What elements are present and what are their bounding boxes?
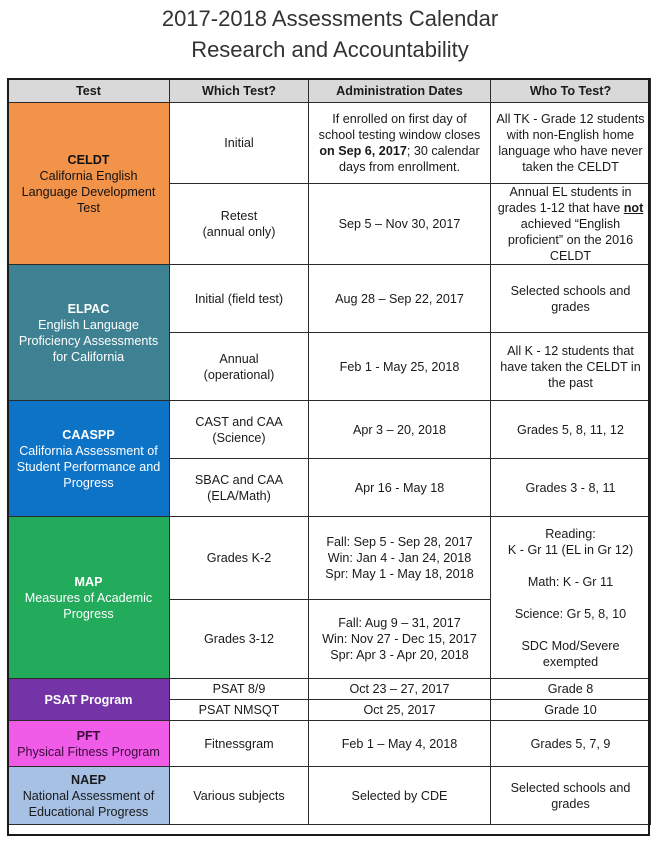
which-test-cell: Grades 3-12 xyxy=(170,600,309,679)
who-cell: Grade 10 xyxy=(491,700,651,721)
test-abbr: PSAT Program xyxy=(44,692,133,707)
which-test-cell: PSAT 8/9 xyxy=(170,679,309,700)
test-abbr: MAP xyxy=(74,574,103,589)
test-abbr: NAEP xyxy=(71,772,106,787)
which-test-cell: Retest (annual only) xyxy=(170,184,309,265)
dates-cell: Fall: Sep 5 - Sep 28, 2017 Win: Jan 4 - Jan 24, 2018 Spr: May 1 - May 18, 2018 xyxy=(309,517,491,600)
dates-cell: Oct 25, 2017 xyxy=(309,700,491,721)
who-cell: Selected schools and grades xyxy=(491,767,651,825)
who-cell: Grades 5, 8, 11, 12 xyxy=(491,401,651,459)
who-cell: All K - 12 students that have taken the CELDT in the past xyxy=(491,333,651,401)
test-full-name: California Assessment of Student Performance and Progress xyxy=(16,443,161,490)
who-cell: Reading: K - Gr 11 (EL in Gr 12) Math: K - Gr 11 Science: Gr 5, 8, 10 SDC Mod/Severe exempted xyxy=(491,517,651,679)
test-abbr: PFT xyxy=(76,728,101,743)
dates-cell: Fall: Aug 9 – 31, 2017 Win: Nov 27 - Dec 15, 2017 Spr: Apr 3 - Apr 20, 2018 xyxy=(309,600,491,679)
who-cell: Grade 8 xyxy=(491,679,651,700)
dates-cell: Feb 1 – May 4, 2018 xyxy=(309,721,491,767)
page-title: 2017-2018 Assessments Calendar xyxy=(161,6,499,31)
test-full-name: English Language Proficiency Assessments for California xyxy=(18,317,159,364)
test-full-name: California English Language Development Test xyxy=(21,168,156,215)
test-abbr: CAASPP xyxy=(62,427,115,442)
who-cell: All TK - Grade 12 students with non-English home language who have never taken the CELDT xyxy=(491,103,651,184)
header-test: Test xyxy=(8,79,170,103)
who-cell: Annual EL students in grades 1-12 that have not achieved “English proficient” on the 2016 CELDT xyxy=(491,184,651,265)
dates-cell: If enrolled on first day of school testing window closes on Sep 6, 2017; 30 calendar days from enrollment. xyxy=(309,103,491,184)
test-full-name: Physical Fitness Program xyxy=(17,744,160,759)
which-test-cell: CAST and CAA (Science) xyxy=(170,401,309,459)
who-cell: Grades 3 - 8, 11 xyxy=(491,459,651,517)
header-who-to-test: Who To Test? xyxy=(491,79,651,103)
test-full-name: National Assessment of Educational Progress xyxy=(22,788,155,819)
dates-cell: Sep 5 – Nov 30, 2017 xyxy=(309,184,491,265)
table-outer-border xyxy=(7,78,650,836)
test-full-name: Measures of Academic Progress xyxy=(24,590,153,621)
who-cell: Grades 5, 7, 9 xyxy=(491,721,651,767)
dates-cell: Feb 1 - May 25, 2018 xyxy=(309,333,491,401)
which-test-cell: Various subjects xyxy=(170,767,309,825)
test-abbr: ELPAC xyxy=(67,301,110,316)
header-which-test: Which Test? xyxy=(170,79,309,103)
dates-cell: Aug 28 – Sep 22, 2017 xyxy=(309,265,491,333)
which-test-cell: Initial (field test) xyxy=(170,265,309,333)
dates-cell: Selected by CDE xyxy=(309,767,491,825)
which-test-cell: PSAT NMSQT xyxy=(170,700,309,721)
which-test-cell: Grades K-2 xyxy=(170,517,309,600)
which-test-cell: Annual (operational) xyxy=(170,333,309,401)
who-cell: Selected schools and grades xyxy=(491,265,651,333)
header-administration-dates: Administration Dates xyxy=(309,79,491,103)
dates-cell: Apr 3 – 20, 2018 xyxy=(309,401,491,459)
page-subtitle: Research and Accountability xyxy=(191,37,469,62)
which-test-cell: SBAC and CAA (ELA/Math) xyxy=(170,459,309,517)
which-test-cell: Fitnessgram xyxy=(170,721,309,767)
dates-cell: Apr 16 - May 18 xyxy=(309,459,491,517)
dates-cell: Oct 23 – 27, 2017 xyxy=(309,679,491,700)
test-abbr: CELDT xyxy=(67,152,110,167)
which-test-cell: Initial xyxy=(170,103,309,184)
